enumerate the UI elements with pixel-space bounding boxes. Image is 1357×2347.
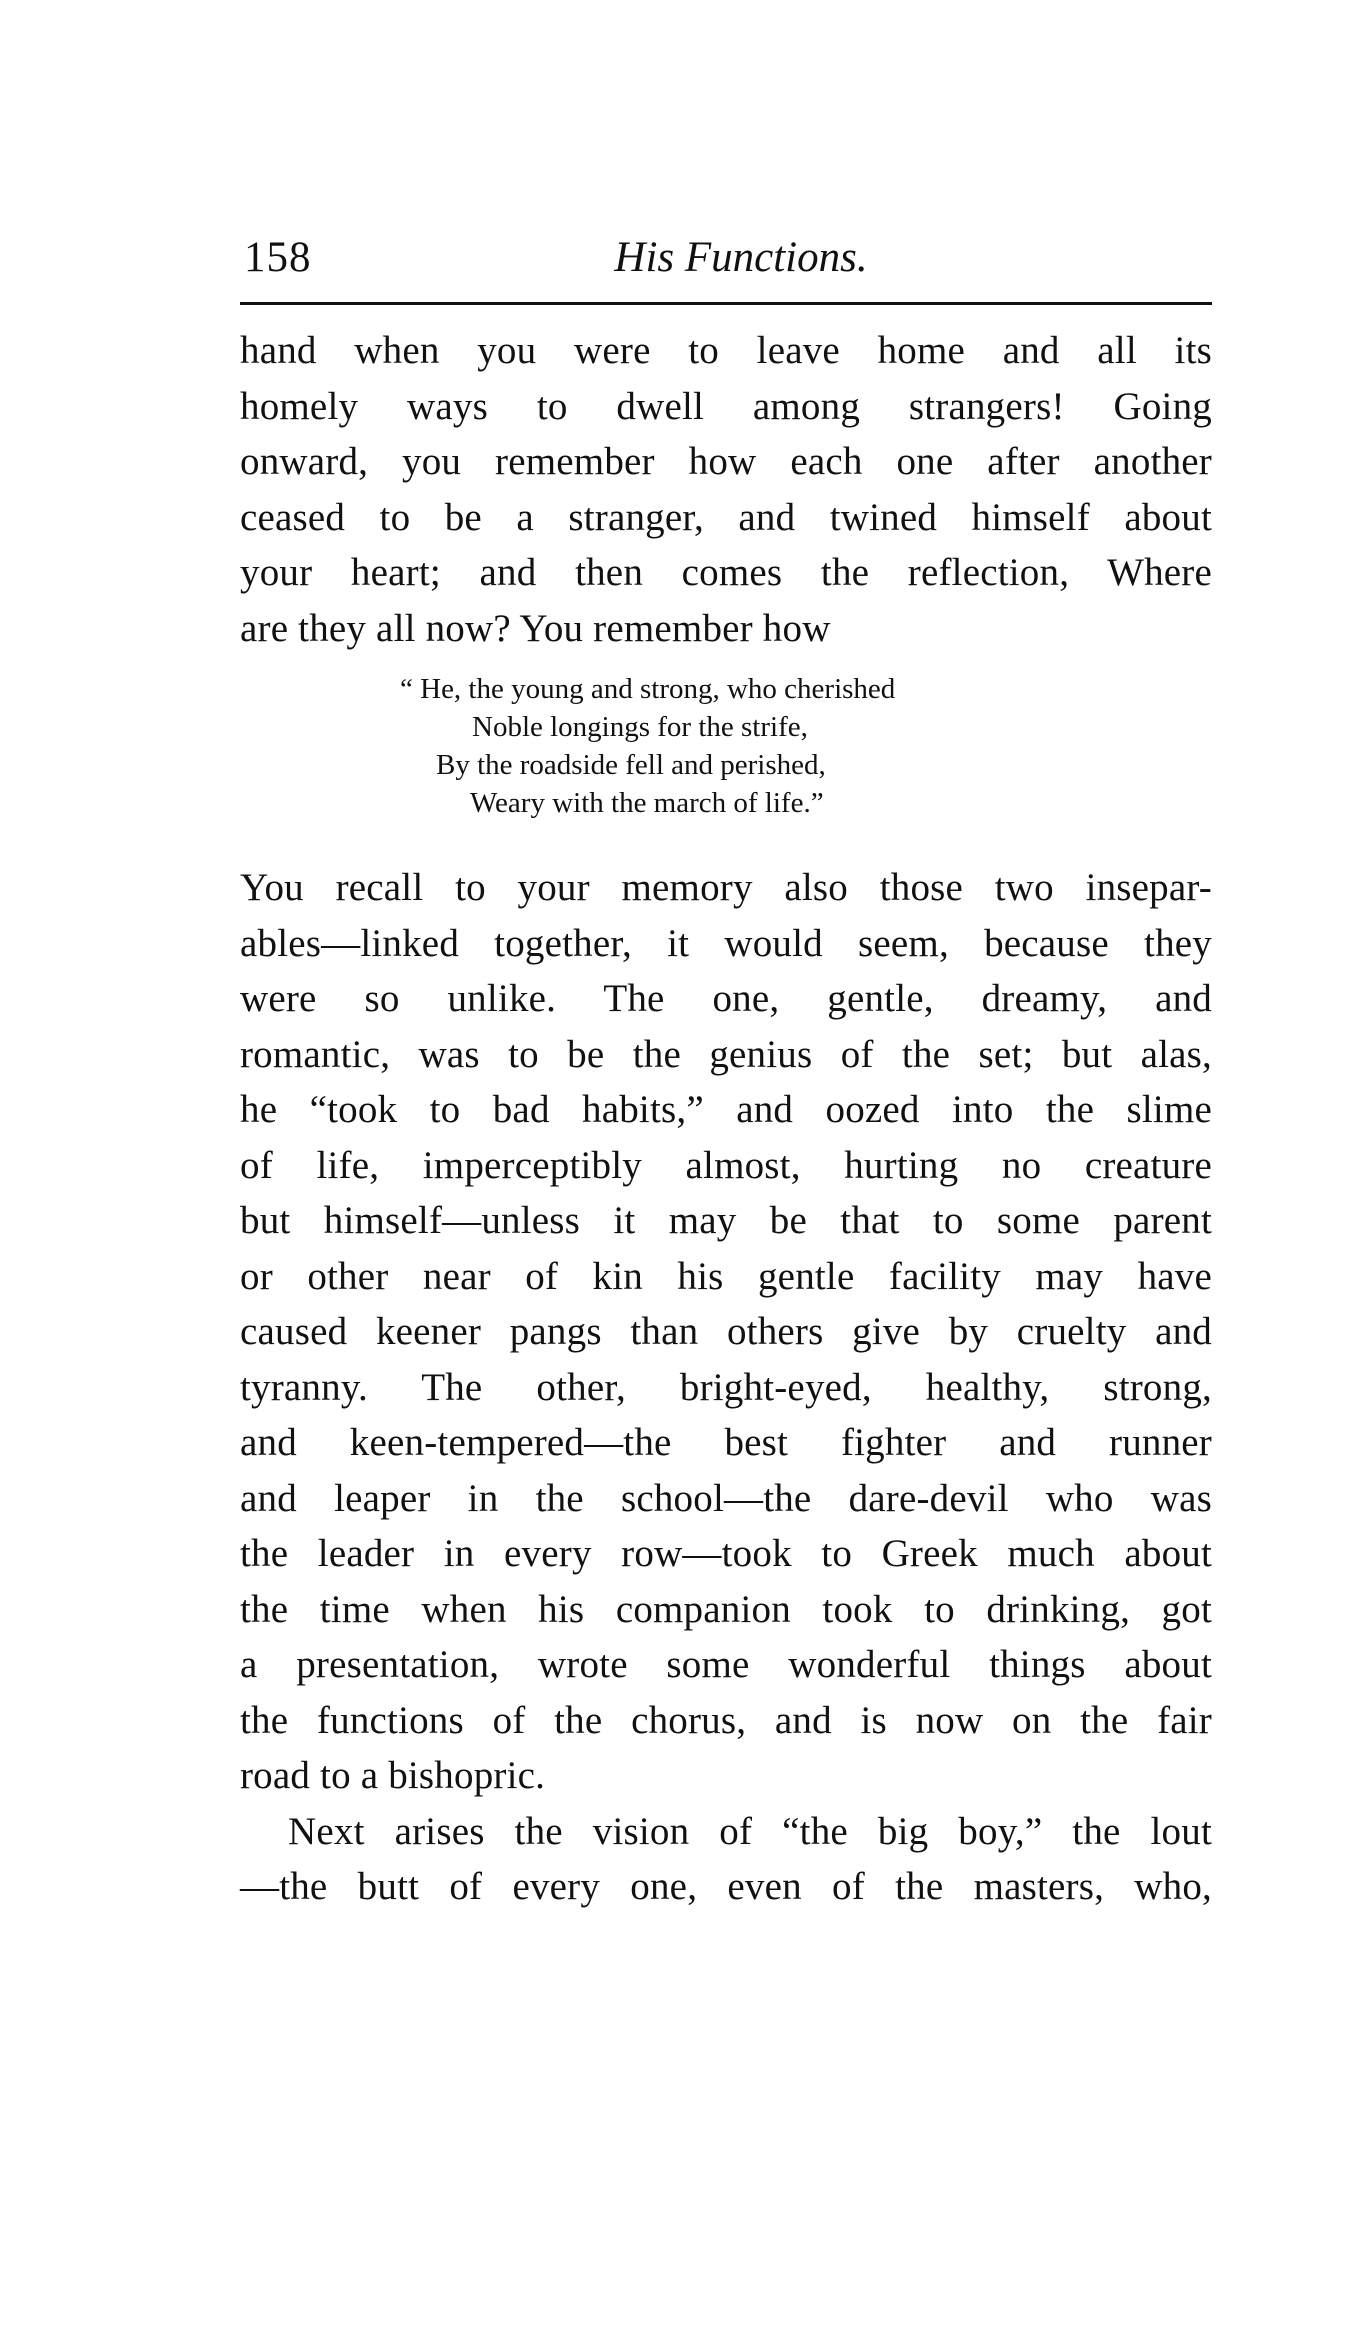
paragraph-big-boy bbox=[240, 1804, 1212, 1915]
paragraph-inseparables bbox=[240, 860, 1212, 1804]
text-line: but himself—unless it may be that to some parent bbox=[240, 1199, 1212, 1242]
text-line: ables—linked together, it would seem, because they bbox=[240, 921, 1212, 965]
text-line: onward, you remember how each one after another bbox=[240, 440, 1212, 483]
page-number: 158 bbox=[244, 234, 312, 281]
paragraph-continued bbox=[240, 323, 1212, 656]
verse-quotation bbox=[240, 670, 1212, 822]
text-line: Next arises the vision of “the big boy,” the lout bbox=[288, 1809, 1212, 1853]
text-line: are they all now? You remember how bbox=[240, 606, 831, 650]
text-line: the time when his companion took to drinking, got bbox=[240, 1587, 1212, 1631]
running-head bbox=[240, 232, 1212, 294]
text-line: were so unlike. The one, gentle, dreamy, and bbox=[240, 977, 1212, 1020]
verse-line: Weary with the march of life.” bbox=[470, 787, 824, 819]
text-line: romantic, was to be the genius of the set; but alas, bbox=[240, 1032, 1212, 1076]
text-line: a presentation, wrote some wonderful things about bbox=[240, 1643, 1212, 1686]
text-line: and keen-tempered—the best fighter and runner bbox=[240, 1421, 1212, 1464]
text-line: You recall to your memory also those two insepar- bbox=[240, 866, 1212, 909]
verse-line: Noble longings for the strife, bbox=[472, 711, 808, 743]
header-rule bbox=[240, 302, 1212, 305]
text-line: your heart; and then comes the reflection, Where bbox=[240, 551, 1212, 594]
text-line: —the butt of every one, even of the masters, who, bbox=[240, 1865, 1212, 1908]
text-line: road to a bishopric. bbox=[240, 1754, 546, 1797]
text-line: homely ways to dwell among strangers! Going bbox=[240, 384, 1212, 428]
verse-line: “ He, the young and strong, who cherished bbox=[400, 673, 896, 705]
text-line: ceased to be a stranger, and twined himself about bbox=[240, 495, 1212, 539]
text-line: the functions of the chorus, and is now on the fair bbox=[240, 1698, 1212, 1742]
book-page bbox=[240, 232, 1212, 1915]
text-line: the leader in every row—took to Greek much about bbox=[240, 1532, 1212, 1575]
verse-line: By the roadside fell and perished, bbox=[436, 749, 826, 781]
text-line: and leaper in the school—the dare-devil who was bbox=[240, 1476, 1212, 1520]
text-line: tyranny. The other, bright-eyed, healthy, strong, bbox=[240, 1365, 1212, 1409]
text-line: he “took to bad habits,” and oozed into the slime bbox=[240, 1088, 1212, 1131]
running-title: His Functions. bbox=[614, 234, 868, 281]
text-line: of life, imperceptibly almost, hurting no creature bbox=[240, 1143, 1212, 1187]
text-line: hand when you were to leave home and all its bbox=[240, 329, 1212, 372]
text-line: or other near of kin his gentle facility may have bbox=[240, 1254, 1212, 1298]
text-line: caused keener pangs than others give by cruelty and bbox=[240, 1310, 1212, 1353]
